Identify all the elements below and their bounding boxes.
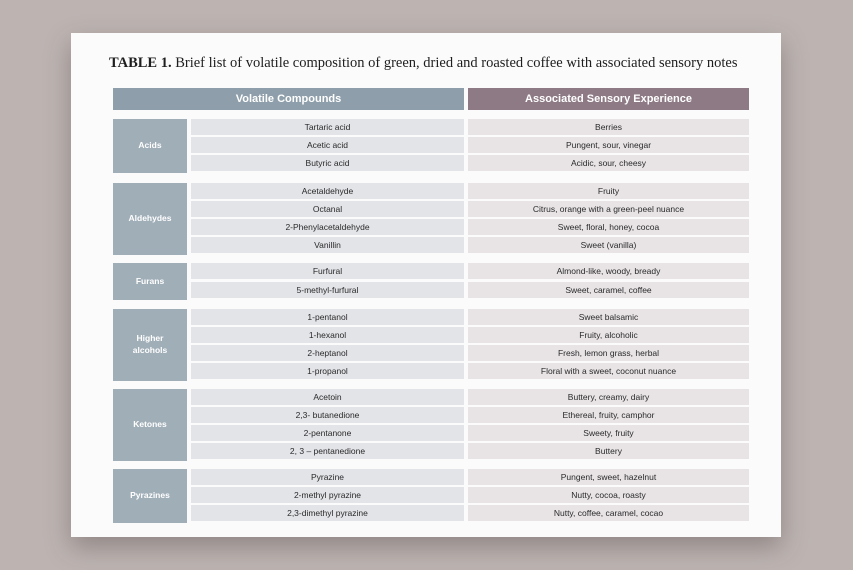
table-row bbox=[191, 309, 749, 325]
category-label: Ketones bbox=[113, 389, 187, 461]
compound-cell: Furfural bbox=[191, 263, 464, 279]
compound-cell: 1-pentanol bbox=[191, 309, 464, 325]
table-row bbox=[191, 425, 749, 441]
table-row bbox=[191, 201, 749, 217]
sensory-cell: Buttery, creamy, dairy bbox=[468, 389, 749, 405]
compound-cell: Octanal bbox=[191, 201, 464, 217]
group-higher-alcohols bbox=[113, 309, 749, 381]
compound-cell: Tartaric acid bbox=[191, 119, 464, 135]
sensory-cell: Sweety, fruity bbox=[468, 425, 749, 441]
table-title-label: TABLE 1. bbox=[109, 55, 172, 71]
table-row bbox=[191, 327, 749, 343]
group-acids bbox=[113, 119, 749, 173]
sensory-cell: Almond-like, woody, bready bbox=[468, 263, 749, 279]
group-ketones bbox=[113, 389, 749, 461]
sensory-cell: Acidic, sour, cheesy bbox=[468, 155, 749, 171]
compound-cell: 2-Phenylacetaldehyde bbox=[191, 219, 464, 235]
compound-cell: Vanillin bbox=[191, 237, 464, 253]
sensory-cell: Floral with a sweet, coconut nuance bbox=[468, 363, 749, 379]
table-row bbox=[191, 219, 749, 235]
sensory-cell: Fruity, alcoholic bbox=[468, 327, 749, 343]
table-row bbox=[191, 137, 749, 153]
compound-cell: 2,3-dimethyl pyrazine bbox=[191, 505, 464, 521]
table-card bbox=[71, 33, 781, 537]
compound-cell: 2, 3 – pentanedione bbox=[191, 443, 464, 459]
table-row bbox=[191, 282, 749, 298]
compound-cell: Butyric acid bbox=[191, 155, 464, 171]
table-row bbox=[191, 263, 749, 279]
table-row bbox=[191, 119, 749, 135]
compound-cell: 2-heptanol bbox=[191, 345, 464, 361]
table-title bbox=[109, 55, 737, 72]
sensory-cell: Ethereal, fruity, camphor bbox=[468, 407, 749, 423]
table-row bbox=[191, 237, 749, 253]
table-row bbox=[191, 389, 749, 405]
compound-cell: 1-hexanol bbox=[191, 327, 464, 343]
sensory-cell: Sweet, caramel, coffee bbox=[468, 282, 749, 298]
sensory-cell: Fresh, lemon grass, herbal bbox=[468, 345, 749, 361]
category-label: Furans bbox=[113, 263, 187, 300]
sensory-cell: Pungent, sweet, hazelnut bbox=[468, 469, 749, 485]
sensory-cell: Nutty, cocoa, roasty bbox=[468, 487, 749, 503]
sensory-cell: Berries bbox=[468, 119, 749, 135]
table-row bbox=[191, 183, 749, 199]
category-label: Higher alcohols bbox=[113, 309, 187, 381]
category-label: Acids bbox=[113, 119, 187, 173]
table-row bbox=[191, 407, 749, 423]
compound-cell: Acetoin bbox=[191, 389, 464, 405]
table-row bbox=[191, 469, 749, 485]
header-sensory-experience: Associated Sensory Experience bbox=[468, 88, 749, 110]
compound-cell: Pyrazine bbox=[191, 469, 464, 485]
table-title-text: Brief list of volatile composition of green, dried and roasted coffee with associated sensory notes bbox=[171, 55, 738, 71]
compound-cell: Acetic acid bbox=[191, 137, 464, 153]
table-row bbox=[191, 345, 749, 361]
compound-cell: 5-methyl-furfural bbox=[191, 282, 464, 298]
table-row bbox=[191, 443, 749, 459]
category-label: Pyrazines bbox=[113, 469, 187, 523]
sensory-cell: Fruity bbox=[468, 183, 749, 199]
category-label: Aldehydes bbox=[113, 183, 187, 255]
table-row bbox=[191, 363, 749, 379]
table-row bbox=[191, 487, 749, 503]
sensory-cell: Buttery bbox=[468, 443, 749, 459]
group-furans bbox=[113, 263, 749, 300]
table-row bbox=[191, 505, 749, 521]
sensory-cell: Sweet (vanilla) bbox=[468, 237, 749, 253]
group-aldehydes bbox=[113, 183, 749, 255]
compound-cell: 2,3- butanedione bbox=[191, 407, 464, 423]
compound-cell: 2-pentanone bbox=[191, 425, 464, 441]
sensory-cell: Pungent, sour, vinegar bbox=[468, 137, 749, 153]
sensory-cell: Nutty, coffee, caramel, cocao bbox=[468, 505, 749, 521]
table-row bbox=[191, 155, 749, 171]
sensory-cell: Sweet balsamic bbox=[468, 309, 749, 325]
group-pyrazines bbox=[113, 469, 749, 523]
header-volatile-compounds: Volatile Compounds bbox=[113, 88, 464, 110]
sensory-cell: Sweet, floral, honey, cocoa bbox=[468, 219, 749, 235]
sensory-cell: Citrus, orange with a green-peel nuance bbox=[468, 201, 749, 217]
compound-cell: 2-methyl pyrazine bbox=[191, 487, 464, 503]
compound-cell: 1-propanol bbox=[191, 363, 464, 379]
compound-cell: Acetaldehyde bbox=[191, 183, 464, 199]
